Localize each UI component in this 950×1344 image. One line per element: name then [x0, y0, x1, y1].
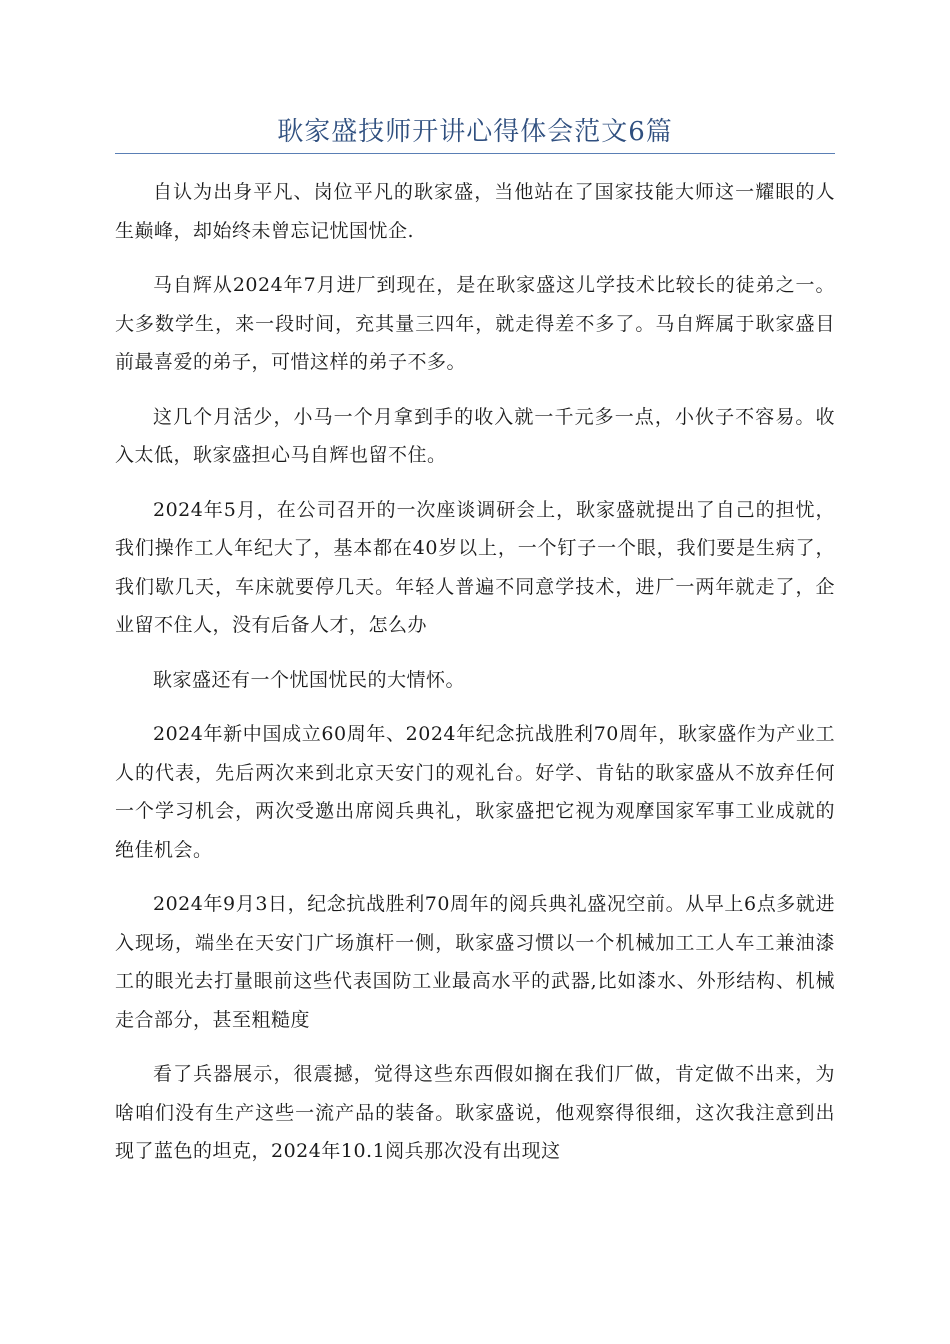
document-title: 耿家盛技师开讲心得体会范文6篇: [277, 117, 673, 147]
paragraph-2: 马自辉从2024年7月进厂到现在，是在耿家盛这儿学技术比较长的徒弟之一。大多数学生，来一段时间，充其量三四年，就走得差不多了。马自辉属于耿家盛目前最喜爱的弟子，可惜这样的弟子不多。: [115, 274, 835, 373]
document-body: [115, 173, 835, 1187]
paragraph-4: 2024年5月，在公司召开的一次座谈调研会上，耿家盛就提出了自己的担忧，我们操作工人年纪大了，基本都在40岁以上，一个钉子一个眼，我们要是生病了，我们歇几天，车床就要停几天。年轻人普遍不同意学技术，进厂一两年就走了，企业留不住人，没有后备人才，怎么办: [115, 498, 835, 636]
paragraph-8: 看了兵器展示，很震撼，觉得这些东西假如搁在我们厂做，肯定做不出来，为啥咱们没有生产这些一流产品的装备。耿家盛说，他观察得很细，这次我注意到出现了蓝色的坦克，2024年10.1阅兵那次没有出现这: [115, 1063, 835, 1162]
title-underline: [115, 153, 835, 154]
paragraph-1: 自认为出身平凡、岗位平凡的耿家盛，当他站在了国家技能大师这一耀眼的人生巅峰，却始终未曾忘记忧国忧企.: [115, 181, 835, 242]
paragraph-3: 这几个月活少，小马一个月拿到手的收入就一千元多一点，小伙子不容易。收入太低，耿家盛担心马自辉也留不住。: [115, 405, 835, 466]
paragraph-5: 耿家盛还有一个忧国忧民的大情怀。: [153, 668, 466, 691]
paragraph-7: 2024年9月3日，纪念抗战胜利70周年的阅兵典礼盛况空前。从早上6点多就进入现场，端坐在天安门广场旗杆一侧，耿家盛习惯以一个机械加工工人车工兼油漆工的眼光去打量眼前这些代表国防工业最高水平的武器,比如漆水、外形结构、机械走合部分，甚至粗糙度: [115, 893, 835, 1031]
paragraph-6: 2024年新中国成立60周年、2024年纪念抗战胜利70周年，耿家盛作为产业工人的代表，先后两次来到北京天安门的观礼台。好学、肯钻的耿家盛从不放弃任何一个学习机会，两次受邀出席阅兵典礼，耿家盛把它视为观摩国家军事工业成就的绝佳机会。: [115, 723, 835, 861]
